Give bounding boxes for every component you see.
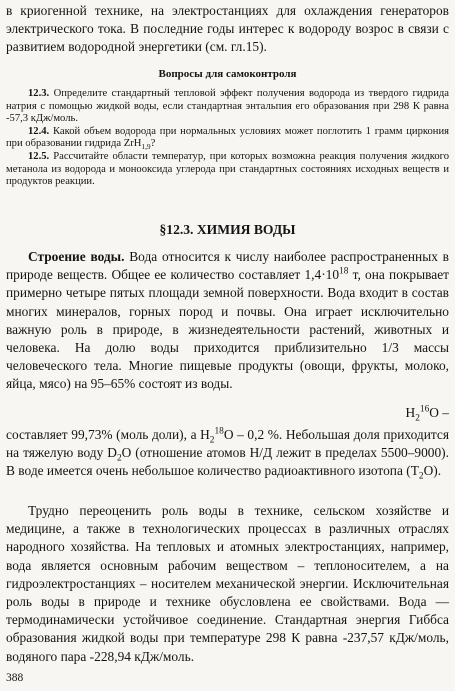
formula-superscript: 18 [214,426,224,437]
role-paragraph: Трудно переоценить роль воды в технике, сельском хозяйстве и медицине, а также в технологических процессах в различных отраслях народного хозяйства. На тепловых и атомных электростанциях, например, вода является основным рабочим веществом – теплоносителем, а на гидроэлектростанциях – носителем механической энергии. Исключительная роль воды в природе и технике обусловлена ее свойствами. Вода — термодинамически устойчивое соединение. Стандартная энергия Гиббса образования жидкой воды при температуре 298 К равна -237,57 кДж/моль, водяного пара -228,94 кДж/моль. [6,503,449,664]
paragraph-text: т, она покрывает примерно четыре пятых площади земной поверхности. Вода входит в состав многих минералов, горных пород и почвы. Она играет исключительно важную роль в природе, в жизнедеятельности растений, животных и человека. На долю воды приходится приблизительно 1/3 массы человеческого тела. Многие пищевые продукты (овощи, фрукты, молоко, яйца, мясо) на 95–65% состоят из воды. [6,267,449,392]
paragraph-text: Вода относится к числу наиболее распространенных в природе веществ. Общее ее количество составляет 1,4·10 [6,249,449,283]
intro-paragraph: в криогенной технике, на электростанциях для охлаждения генераторов электрического тока. В последние годы интерес к водороду возрос в связи с развитием водородной энергетики (см. гл.15). [6,3,449,55]
question-number: 12.5. [28,150,50,162]
question-text: Рассчитайте области температур, при которых возможна реакция получения жидкого метанола из водорода и монооксида углерода при стандартных состояниях исходных веществ и продуктов реакции. [6,150,449,188]
paragraph-text: O (отношение атомов Н/Д лежит в пределах 5500–9000). В воде имеется очень небольшое количество радиоактивного изотопа (T [6,445,449,479]
page-number: 388 [6,672,24,684]
paragraph-lead: Строение воды. [28,249,125,264]
question-item [6,126,449,151]
paragraph-text: составляет 99,73% (моль доли), а H [6,427,210,442]
formula-subscript: 2 [116,453,122,464]
question-number: 12.4. [28,125,50,137]
paragraph-text: O – 0,2 %. Небольшая доля приходится на тяжелую воду D [6,427,449,461]
questions-heading: Вопросы для самоконтроля [158,68,297,80]
formula-h: H [405,405,416,420]
paragraph-text: O). [423,463,442,479]
isotope-formula [6,404,449,422]
formula-dash: – [438,405,449,420]
section-heading: §12.3. ХИМИЯ ВОДЫ [159,222,296,237]
questions-list [6,88,449,189]
formula-subscript: 2 [418,472,424,483]
exponent: 18 [339,266,349,277]
question-text: Какой объем водорода при нормальных условиях может поглотить 1 грамм циркония при образовании гидрида ZrH [6,125,449,150]
isotope-paragraph [6,426,449,481]
formula-subscript: 2 [209,435,215,446]
formula-subscript: 1,9 [141,142,151,152]
formula-superscript: 16 [419,404,430,415]
question-item [6,88,449,126]
question-text: Определите стандартный тепловой эффект получения водорода из твердого гидрида натрия с помощью жидкой воды, если стандартная энтальпия его образования при 298 К равна -57,3 кДж/моль. [6,88,449,125]
structure-paragraph [6,248,449,394]
question-item [6,151,449,189]
question-number: 12.3. [28,88,50,99]
formula-subscript: 2 [415,413,420,424]
formula-o: O [429,405,439,420]
question-text-end: ? [150,138,156,150]
